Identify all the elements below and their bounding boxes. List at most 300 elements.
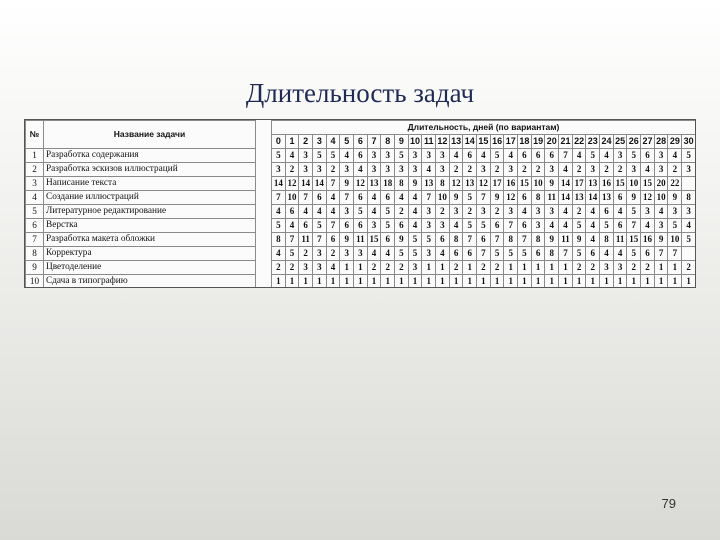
duration-cell: 4 <box>422 163 436 177</box>
duration-cell: 2 <box>641 261 655 275</box>
duration-cell: 8 <box>531 191 545 205</box>
duration-cell: 6 <box>641 247 655 261</box>
duration-cell: 7 <box>504 219 518 233</box>
variant-header: 24 <box>600 135 614 149</box>
duration-cell: 1 <box>395 275 409 289</box>
duration-cell: 11 <box>545 191 559 205</box>
duration-cell: 5 <box>422 233 436 247</box>
duration-cell: 6 <box>586 247 600 261</box>
duration-cell: 4 <box>613 205 627 219</box>
duration-cell: 1 <box>340 275 354 289</box>
duration-cell: 3 <box>422 247 436 261</box>
duration-cell: 13 <box>600 191 614 205</box>
duration-cell: 4 <box>367 205 381 219</box>
table-row <box>26 247 696 261</box>
duration-cell: 2 <box>449 163 463 177</box>
duration-cell: 5 <box>463 191 477 205</box>
duration-cell: 5 <box>285 247 299 261</box>
duration-cell: 15 <box>367 233 381 247</box>
duration-cell: 4 <box>449 149 463 163</box>
duration-cell: 15 <box>518 177 532 191</box>
duration-cell: 8 <box>531 233 545 247</box>
duration-cell: 7 <box>326 219 340 233</box>
duration-cell: 2 <box>463 205 477 219</box>
task-number: 7 <box>26 233 44 247</box>
variant-header: 18 <box>518 135 532 149</box>
task-name: Разработка содержания <box>44 149 256 163</box>
duration-cell: 9 <box>545 233 559 247</box>
duration-cell: 6 <box>463 149 477 163</box>
duration-cell: 3 <box>422 149 436 163</box>
duration-cell: 2 <box>490 163 504 177</box>
task-name: Верстка <box>44 219 256 233</box>
variant-header: 22 <box>572 135 586 149</box>
duration-cell: 2 <box>600 163 614 177</box>
duration-cell: 5 <box>627 205 641 219</box>
duration-cell: 5 <box>668 219 682 233</box>
duration-cell: 1 <box>285 275 299 289</box>
duration-cell: 5 <box>313 219 327 233</box>
header-number: № <box>26 121 44 149</box>
duration-cell: 4 <box>559 163 573 177</box>
task-number: 8 <box>26 247 44 261</box>
duration-cell: 3 <box>313 261 327 275</box>
durations-table <box>24 119 696 288</box>
duration-cell: 2 <box>572 163 586 177</box>
duration-cell: 2 <box>449 261 463 275</box>
table-row <box>26 163 696 177</box>
variant-header: 5 <box>340 135 354 149</box>
duration-cell: 6 <box>518 149 532 163</box>
variant-header: 14 <box>463 135 477 149</box>
duration-cell: 1 <box>381 275 395 289</box>
duration-cell: 7 <box>654 247 668 261</box>
duration-cell: 3 <box>627 163 641 177</box>
duration-cell: 4 <box>326 205 340 219</box>
task-number: 4 <box>26 191 44 205</box>
duration-cell: 6 <box>613 219 627 233</box>
duration-cell: 2 <box>367 261 381 275</box>
duration-cell: 3 <box>545 205 559 219</box>
duration-cell: 10 <box>285 191 299 205</box>
duration-cell: 1 <box>545 275 559 289</box>
duration-cell: 4 <box>285 219 299 233</box>
duration-cell: 3 <box>654 163 668 177</box>
duration-cell: 8 <box>682 191 696 205</box>
duration-cell: 6 <box>531 247 545 261</box>
task-name: Разработка макета обложки <box>44 233 256 247</box>
variant-header: 25 <box>613 135 627 149</box>
duration-cell: 13 <box>422 177 436 191</box>
duration-cell: 4 <box>654 205 668 219</box>
duration-cell: 15 <box>613 177 627 191</box>
duration-cell: 1 <box>668 261 682 275</box>
table-row <box>26 261 696 275</box>
duration-cell: 5 <box>408 233 422 247</box>
row-spacer <box>256 247 272 261</box>
table-row <box>26 149 696 163</box>
variant-header: 13 <box>449 135 463 149</box>
variant-header: 9 <box>395 135 409 149</box>
duration-cell: 3 <box>504 205 518 219</box>
row-spacer <box>256 261 272 275</box>
duration-cell: 20 <box>654 177 668 191</box>
duration-cell: 1 <box>613 275 627 289</box>
duration-cell: 5 <box>627 149 641 163</box>
duration-cell: 13 <box>572 191 586 205</box>
duration-cell: 2 <box>395 261 409 275</box>
duration-cell: 9 <box>490 191 504 205</box>
task-name: Литературное редактирование <box>44 205 256 219</box>
variant-header: 8 <box>381 135 395 149</box>
task-number: 10 <box>26 275 44 289</box>
duration-cell: 1 <box>354 275 368 289</box>
duration-cell: 5 <box>600 219 614 233</box>
duration-cell: 15 <box>627 233 641 247</box>
duration-cell: 6 <box>613 191 627 205</box>
duration-cell: 4 <box>518 205 532 219</box>
duration-cell: 6 <box>490 219 504 233</box>
duration-cell: 4 <box>477 149 491 163</box>
variant-header: 2 <box>299 135 313 149</box>
duration-cell: 5 <box>490 247 504 261</box>
variant-header: 4 <box>326 135 340 149</box>
duration-cell: 7 <box>313 233 327 247</box>
duration-cell: 1 <box>340 261 354 275</box>
duration-cell: 3 <box>545 163 559 177</box>
duration-cell: 4 <box>381 247 395 261</box>
duration-cell: 3 <box>381 163 395 177</box>
duration-cell: 8 <box>545 247 559 261</box>
table-row <box>26 205 696 219</box>
duration-cell: 2 <box>285 163 299 177</box>
duration-cell: 1 <box>600 275 614 289</box>
duration-cell: 6 <box>354 191 368 205</box>
duration-cell: 1 <box>504 261 518 275</box>
variant-header: 29 <box>668 135 682 149</box>
duration-cell: 4 <box>613 247 627 261</box>
variant-header: 17 <box>504 135 518 149</box>
duration-cell: 5 <box>313 149 327 163</box>
duration-cell: 6 <box>436 233 450 247</box>
duration-cell: 4 <box>326 191 340 205</box>
duration-cell: 1 <box>518 261 532 275</box>
duration-cell: 5 <box>477 219 491 233</box>
table-row <box>26 275 696 289</box>
duration-cell: 17 <box>490 177 504 191</box>
duration-cell: 2 <box>272 261 286 275</box>
duration-cell: 22 <box>668 177 682 191</box>
duration-cell: 18 <box>381 177 395 191</box>
duration-cell: 7 <box>477 191 491 205</box>
duration-cell: 4 <box>285 149 299 163</box>
duration-cell: 4 <box>436 247 450 261</box>
variant-header: 11 <box>422 135 436 149</box>
duration-cell: 2 <box>326 247 340 261</box>
duration-cell: 10 <box>531 177 545 191</box>
duration-cell: 12 <box>504 191 518 205</box>
duration-cell: 4 <box>408 191 422 205</box>
duration-cell: 1 <box>654 261 668 275</box>
duration-cell: 12 <box>641 191 655 205</box>
duration-cell: 6 <box>299 219 313 233</box>
duration-cell: 1 <box>436 275 450 289</box>
duration-cell: 3 <box>395 163 409 177</box>
row-spacer <box>256 205 272 219</box>
duration-cell: 4 <box>504 149 518 163</box>
duration-cell: 1 <box>313 275 327 289</box>
duration-cell: 3 <box>668 205 682 219</box>
task-name: Цветоделение <box>44 261 256 275</box>
duration-cell: 7 <box>272 191 286 205</box>
table-row <box>26 219 696 233</box>
duration-cell: 9 <box>572 233 586 247</box>
slide-title: Длительность задач <box>245 78 475 108</box>
duration-cell: 3 <box>504 163 518 177</box>
duration-cell: 1 <box>272 275 286 289</box>
duration-cell: 2 <box>586 261 600 275</box>
duration-cell: 1 <box>463 275 477 289</box>
header-duration: Длительность, дней (по вариантам) <box>272 121 696 135</box>
variant-header: 15 <box>477 135 491 149</box>
duration-cell: 14 <box>559 177 573 191</box>
task-name: Написание текста <box>44 177 256 191</box>
duration-cell: 10 <box>668 233 682 247</box>
duration-cell: 1 <box>668 275 682 289</box>
duration-cell: 1 <box>531 261 545 275</box>
row-spacer <box>256 149 272 163</box>
duration-cell: 6 <box>531 149 545 163</box>
duration-cell: 1 <box>559 275 573 289</box>
duration-cell: 4 <box>313 205 327 219</box>
task-number: 1 <box>26 149 44 163</box>
duration-cell: 1 <box>490 275 504 289</box>
row-spacer <box>256 177 272 191</box>
duration-cell: 4 <box>668 149 682 163</box>
duration-cell: 2 <box>463 163 477 177</box>
duration-cell: 4 <box>340 149 354 163</box>
duration-cell: 6 <box>463 247 477 261</box>
duration-cell: 14 <box>559 191 573 205</box>
duration-cell: 2 <box>490 205 504 219</box>
duration-cell: 3 <box>272 163 286 177</box>
duration-cell: 5 <box>572 247 586 261</box>
task-number: 5 <box>26 205 44 219</box>
duration-cell: 4 <box>586 205 600 219</box>
duration-cell: 2 <box>613 163 627 177</box>
duration-cell: 2 <box>326 163 340 177</box>
duration-cell: 3 <box>299 163 313 177</box>
duration-cell: 11 <box>299 233 313 247</box>
duration-cell: 7 <box>477 247 491 261</box>
duration-cell: 1 <box>408 275 422 289</box>
duration-cell: 7 <box>463 233 477 247</box>
duration-cell: 7 <box>326 177 340 191</box>
task-number: 3 <box>26 177 44 191</box>
duration-cell: 9 <box>654 233 668 247</box>
duration-cell: 3 <box>531 205 545 219</box>
duration-cell: 5 <box>381 219 395 233</box>
duration-cell: 3 <box>436 149 450 163</box>
duration-cell: 1 <box>354 261 368 275</box>
duration-cell: 2 <box>627 261 641 275</box>
page-number: 79 <box>661 496 676 511</box>
duration-cell: 6 <box>518 219 532 233</box>
duration-cell: 5 <box>354 205 368 219</box>
duration-cell: 5 <box>572 219 586 233</box>
duration-cell: 8 <box>600 233 614 247</box>
duration-cell: 5 <box>272 149 286 163</box>
duration-cell: 2 <box>572 205 586 219</box>
duration-cell: 5 <box>381 205 395 219</box>
header-row <box>26 121 696 135</box>
duration-cell: 3 <box>340 247 354 261</box>
duration-cell: 4 <box>367 247 381 261</box>
task-name: Разработка эскизов иллюстраций <box>44 163 256 177</box>
duration-cell: 7 <box>422 191 436 205</box>
duration-cell: 17 <box>572 177 586 191</box>
duration-cell: 2 <box>572 261 586 275</box>
duration-cell: 1 <box>641 275 655 289</box>
duration-cell: 1 <box>654 275 668 289</box>
duration-cell: 5 <box>586 149 600 163</box>
duration-cell: 4 <box>600 247 614 261</box>
duration-cell: 8 <box>436 177 450 191</box>
duration-cell: 3 <box>449 205 463 219</box>
variant-header: 0 <box>272 135 286 149</box>
variant-header: 21 <box>559 135 573 149</box>
duration-cell <box>682 177 696 191</box>
duration-cell: 3 <box>313 163 327 177</box>
duration-cell: 13 <box>586 177 600 191</box>
duration-cell: 6 <box>449 247 463 261</box>
table-row <box>26 191 696 205</box>
duration-cell: 8 <box>449 233 463 247</box>
duration-cell: 4 <box>641 219 655 233</box>
duration-cell: 3 <box>299 149 313 163</box>
duration-cell: 7 <box>668 247 682 261</box>
duration-cell: 4 <box>545 219 559 233</box>
duration-cell: 5 <box>504 247 518 261</box>
duration-cell: 13 <box>367 177 381 191</box>
duration-cell: 2 <box>531 163 545 177</box>
duration-cell: 5 <box>490 149 504 163</box>
duration-cell: 6 <box>381 191 395 205</box>
duration-cell: 4 <box>682 219 696 233</box>
duration-cell: 4 <box>272 205 286 219</box>
duration-cell: 4 <box>408 219 422 233</box>
duration-cell: 12 <box>285 177 299 191</box>
duration-cell: 8 <box>395 177 409 191</box>
duration-cell: 5 <box>272 219 286 233</box>
duration-cell: 7 <box>627 219 641 233</box>
duration-cell: 3 <box>408 163 422 177</box>
duration-cell: 12 <box>354 177 368 191</box>
header-task-name: Название задачи <box>44 121 256 149</box>
duration-cell: 4 <box>299 205 313 219</box>
duration-cell: 3 <box>654 219 668 233</box>
row-spacer <box>256 191 272 205</box>
variant-header: 28 <box>654 135 668 149</box>
row-spacer <box>256 163 272 177</box>
duration-cell: 1 <box>449 275 463 289</box>
task-number: 9 <box>26 261 44 275</box>
duration-cell: 1 <box>586 275 600 289</box>
duration-cell: 5 <box>463 219 477 233</box>
duration-cell: 9 <box>449 191 463 205</box>
duration-cell: 4 <box>449 219 463 233</box>
duration-cell: 1 <box>477 275 491 289</box>
variant-header: 6 <box>354 135 368 149</box>
duration-cell: 2 <box>518 163 532 177</box>
duration-cell: 4 <box>395 191 409 205</box>
duration-cell: 3 <box>408 261 422 275</box>
duration-cell: 9 <box>627 191 641 205</box>
duration-cell: 2 <box>668 163 682 177</box>
duration-cell: 3 <box>367 219 381 233</box>
duration-cell: 6 <box>641 149 655 163</box>
duration-cell: 1 <box>572 275 586 289</box>
variant-header: 16 <box>490 135 504 149</box>
duration-cell: 3 <box>586 163 600 177</box>
duration-cell: 1 <box>682 275 696 289</box>
duration-cell: 3 <box>436 219 450 233</box>
duration-cell: 7 <box>559 149 573 163</box>
duration-cell: 4 <box>272 247 286 261</box>
duration-cell: 4 <box>559 205 573 219</box>
duration-cell: 3 <box>654 149 668 163</box>
duration-cell: 9 <box>395 233 409 247</box>
duration-cell: 9 <box>408 177 422 191</box>
duration-cell: 3 <box>436 163 450 177</box>
duration-cell: 4 <box>572 149 586 163</box>
task-name: Создание иллюстраций <box>44 191 256 205</box>
duration-cell: 8 <box>504 233 518 247</box>
duration-cell: 11 <box>354 233 368 247</box>
duration-cell: 4 <box>559 219 573 233</box>
duration-cell: 8 <box>272 233 286 247</box>
duration-cell: 6 <box>518 191 532 205</box>
duration-cell: 5 <box>518 247 532 261</box>
duration-cell: 6 <box>354 149 368 163</box>
duration-cell: 4 <box>408 205 422 219</box>
duration-cell: 3 <box>613 261 627 275</box>
duration-cell: 3 <box>367 163 381 177</box>
duration-cell: 3 <box>613 149 627 163</box>
duration-cell: 13 <box>463 177 477 191</box>
duration-cell: 3 <box>422 205 436 219</box>
duration-cell: 2 <box>477 261 491 275</box>
duration-cell: 14 <box>299 177 313 191</box>
row-spacer <box>256 275 272 289</box>
duration-cell: 4 <box>326 261 340 275</box>
duration-cell: 10 <box>627 177 641 191</box>
duration-cell: 7 <box>299 191 313 205</box>
table-row <box>26 177 696 191</box>
duration-cell: 6 <box>395 219 409 233</box>
duration-cell: 3 <box>340 163 354 177</box>
duration-cell: 2 <box>395 205 409 219</box>
task-number: 6 <box>26 219 44 233</box>
duration-cell: 3 <box>408 149 422 163</box>
duration-cell: 3 <box>381 149 395 163</box>
duration-cell: 7 <box>518 233 532 247</box>
duration-cell: 4 <box>641 163 655 177</box>
duration-cell: 12 <box>477 177 491 191</box>
duration-cell: 1 <box>422 261 436 275</box>
variant-header: 30 <box>682 135 696 149</box>
duration-cell: 1 <box>559 261 573 275</box>
